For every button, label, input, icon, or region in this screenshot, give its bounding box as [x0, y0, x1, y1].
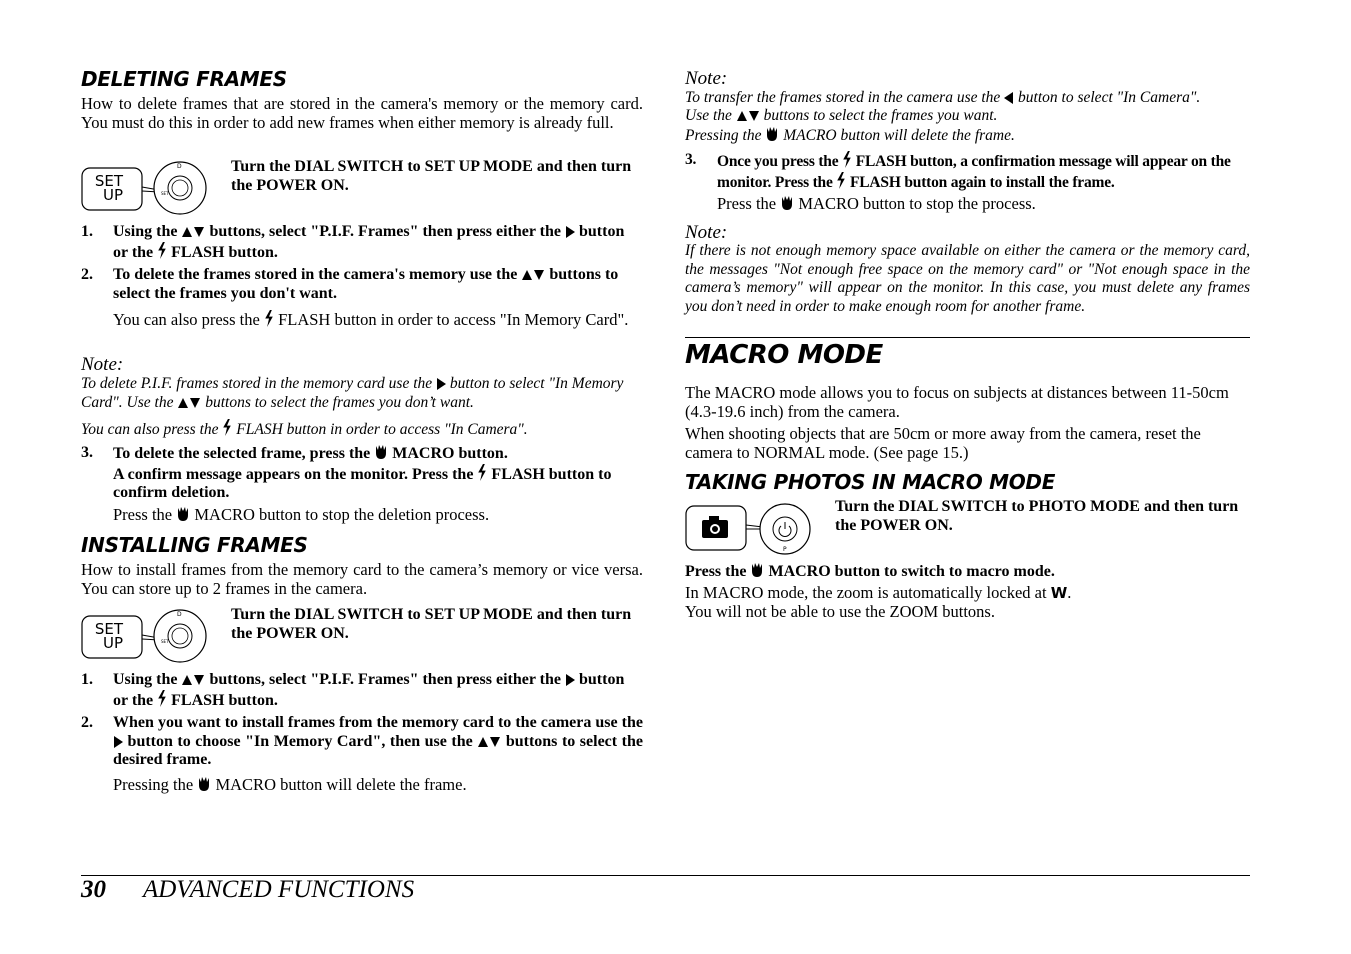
svg-text:D: D: [177, 611, 182, 618]
flash-icon: [477, 464, 487, 481]
deleting-frames-intro: How to delete frames that are stored in the camera's memory or the memory card. You must do this in order to add new frames when either memory is already full.: [81, 94, 643, 132]
macro-tulip-icon: [780, 195, 794, 211]
flash-icon: [157, 690, 167, 707]
svg-text:SET: SET: [161, 639, 169, 644]
install-step-2-detail: Pressing the MACRO button will delete the frame.: [113, 775, 467, 794]
right-triangle-icon: [565, 674, 575, 686]
taking-photos-heading: TAKING PHOTOS IN MACRO MODE: [685, 470, 1056, 494]
section-title: ADVANCED FUNCTIONS: [143, 876, 415, 903]
up-down-arrows-icon: [477, 736, 501, 748]
macro-paragraph-2: When shooting objects that are 50cm or more away from the camera, reset the camera to NORMAL mode. (See page 15.): [685, 424, 1201, 462]
flash-icon: [836, 172, 846, 189]
up-down-arrows-icon: [521, 269, 545, 281]
install-step-3: 3. Once you press the FLASH button, a confirmation message will appear on the monitor. Press the FLASH button again to install the frame.: [685, 151, 1231, 191]
transfer-note-line-1: To transfer the frames stored in the camera use the button to select "In Camera".: [685, 89, 1201, 106]
up-down-arrows-icon: [181, 674, 205, 686]
transfer-note-line-3: Pressing the MACRO button will delete the frame.: [685, 127, 1015, 144]
zoom-locked-text: In MACRO mode, the zoom is automatically locked at W. You will not be able to use the ZOOM buttons.: [685, 583, 1072, 621]
transfer-note-line-2: Use the buttons to select the frames you want.: [685, 107, 998, 124]
delete-step-2: 2. To delete the frames stored in the camera's memory use the buttons to select the frames you don't want.: [81, 266, 619, 302]
svg-text:SET: SET: [161, 191, 169, 196]
zoom-w-label: W: [1050, 584, 1068, 602]
dial-instruction-1: Turn the DIAL SWITCH to SET UP MODE and then turn the POWER ON.: [231, 158, 632, 194]
dial-instruction-3: Turn the DIAL SWITCH to PHOTO MODE and then turn the POWER ON.: [835, 498, 1239, 534]
svg-text:D: D: [177, 163, 182, 170]
dial-instruction-2: Turn the DIAL SWITCH to SET UP MODE and then turn the POWER ON.: [231, 606, 632, 642]
memory-note-heading: Note:: [685, 222, 728, 243]
left-triangle-icon: [1004, 92, 1014, 104]
installing-frames-intro: How to install frames from the memory card to the camera’s memory or vice versa. You can store up to 2 frames in the camera.: [81, 560, 643, 598]
delete-step-3-detail: Press the MACRO button to stop the deletion process.: [113, 505, 490, 524]
memory-note-text: If there is not enough memory space available on either the camera or the memory card, the messages "Not enough free space on the memory card" or "Not enough space in the camera’s memory" will appear on the monitor. In this case, you must delete any frames you don’t need in order to make enough room for another frame.: [685, 242, 1250, 315]
macro-tulip-icon: [765, 126, 779, 142]
macro-tulip-icon: [750, 562, 764, 578]
press-macro-instruction: Press the MACRO button to switch to macro mode.: [685, 563, 1055, 580]
zoom-buttons-disabled-text: You will not be able to use the ZOOM buttons.: [685, 601, 995, 621]
install-step-3-detail: Press the MACRO button to stop the process.: [717, 194, 1036, 213]
up-down-arrows-icon: [177, 397, 201, 409]
setup-dial-figure: [81, 160, 211, 212]
flash-icon: [842, 151, 852, 168]
note-text-2: You can also press the FLASH button in order to access "In Camera".: [81, 421, 528, 438]
install-step-2: 2. When you want to install frames from the memory card to the camera use the button to choose "In Memory Card", then use the buttons to select the desired frame.: [81, 714, 643, 768]
flash-icon: [264, 310, 274, 327]
note-heading: Note:: [81, 354, 124, 375]
svg-text:P: P: [783, 546, 787, 553]
setup-dial-figure-2: [81, 608, 211, 660]
note-text-1: To delete P.I.F. frames stored in the memory card use the button to select "In Memory Card". Use the buttons to select the frames you don’t want.: [81, 375, 624, 411]
macro-tulip-icon: [374, 444, 388, 460]
deleting-frames-heading: DELETING FRAMES: [81, 67, 287, 91]
transfer-note-heading: Note:: [685, 68, 728, 89]
delete-step-1: 1. Using the buttons, select "P.I.F. Frames" then press either the button or the FLASH button.: [81, 223, 625, 261]
right-triangle-icon: [436, 378, 446, 390]
macro-paragraph-1: The MACRO mode allows you to focus on subjects at distances between 11-50cm (4.3-19.6 inch) from the camera.: [685, 383, 1229, 421]
installing-frames-heading: INSTALLING FRAMES: [81, 533, 308, 557]
dial-label-up: UP: [102, 186, 124, 204]
up-down-arrows-icon: [181, 226, 205, 238]
section-divider: [685, 337, 1250, 338]
macro-tulip-icon: [197, 776, 211, 792]
delete-step-3: 3. To delete the selected frame, press the MACRO button. A confirm message appears on the monitor. Press the FLASH button to confirm deletion.: [81, 444, 612, 501]
photo-dial-figure: [685, 502, 815, 554]
macro-tulip-icon: [176, 506, 190, 522]
dial-label-set: SET: [94, 172, 124, 190]
up-down-arrows-icon: [736, 110, 760, 122]
flash-icon: [222, 419, 232, 436]
delete-step-2-detail: You can also press the FLASH button in order to access "In Memory Card".: [113, 310, 629, 329]
right-triangle-icon: [113, 736, 123, 748]
macro-mode-heading: MACRO MODE: [685, 340, 883, 370]
install-step-1: 1. Using the buttons, select "P.I.F. Frames" then press either the button or the FLASH button.: [81, 671, 625, 709]
page-number: 30: [81, 876, 106, 903]
right-triangle-icon: [565, 226, 575, 238]
dial-label-set: SET: [94, 620, 124, 638]
dial-label-up: UP: [102, 634, 124, 652]
flash-icon: [157, 242, 167, 259]
